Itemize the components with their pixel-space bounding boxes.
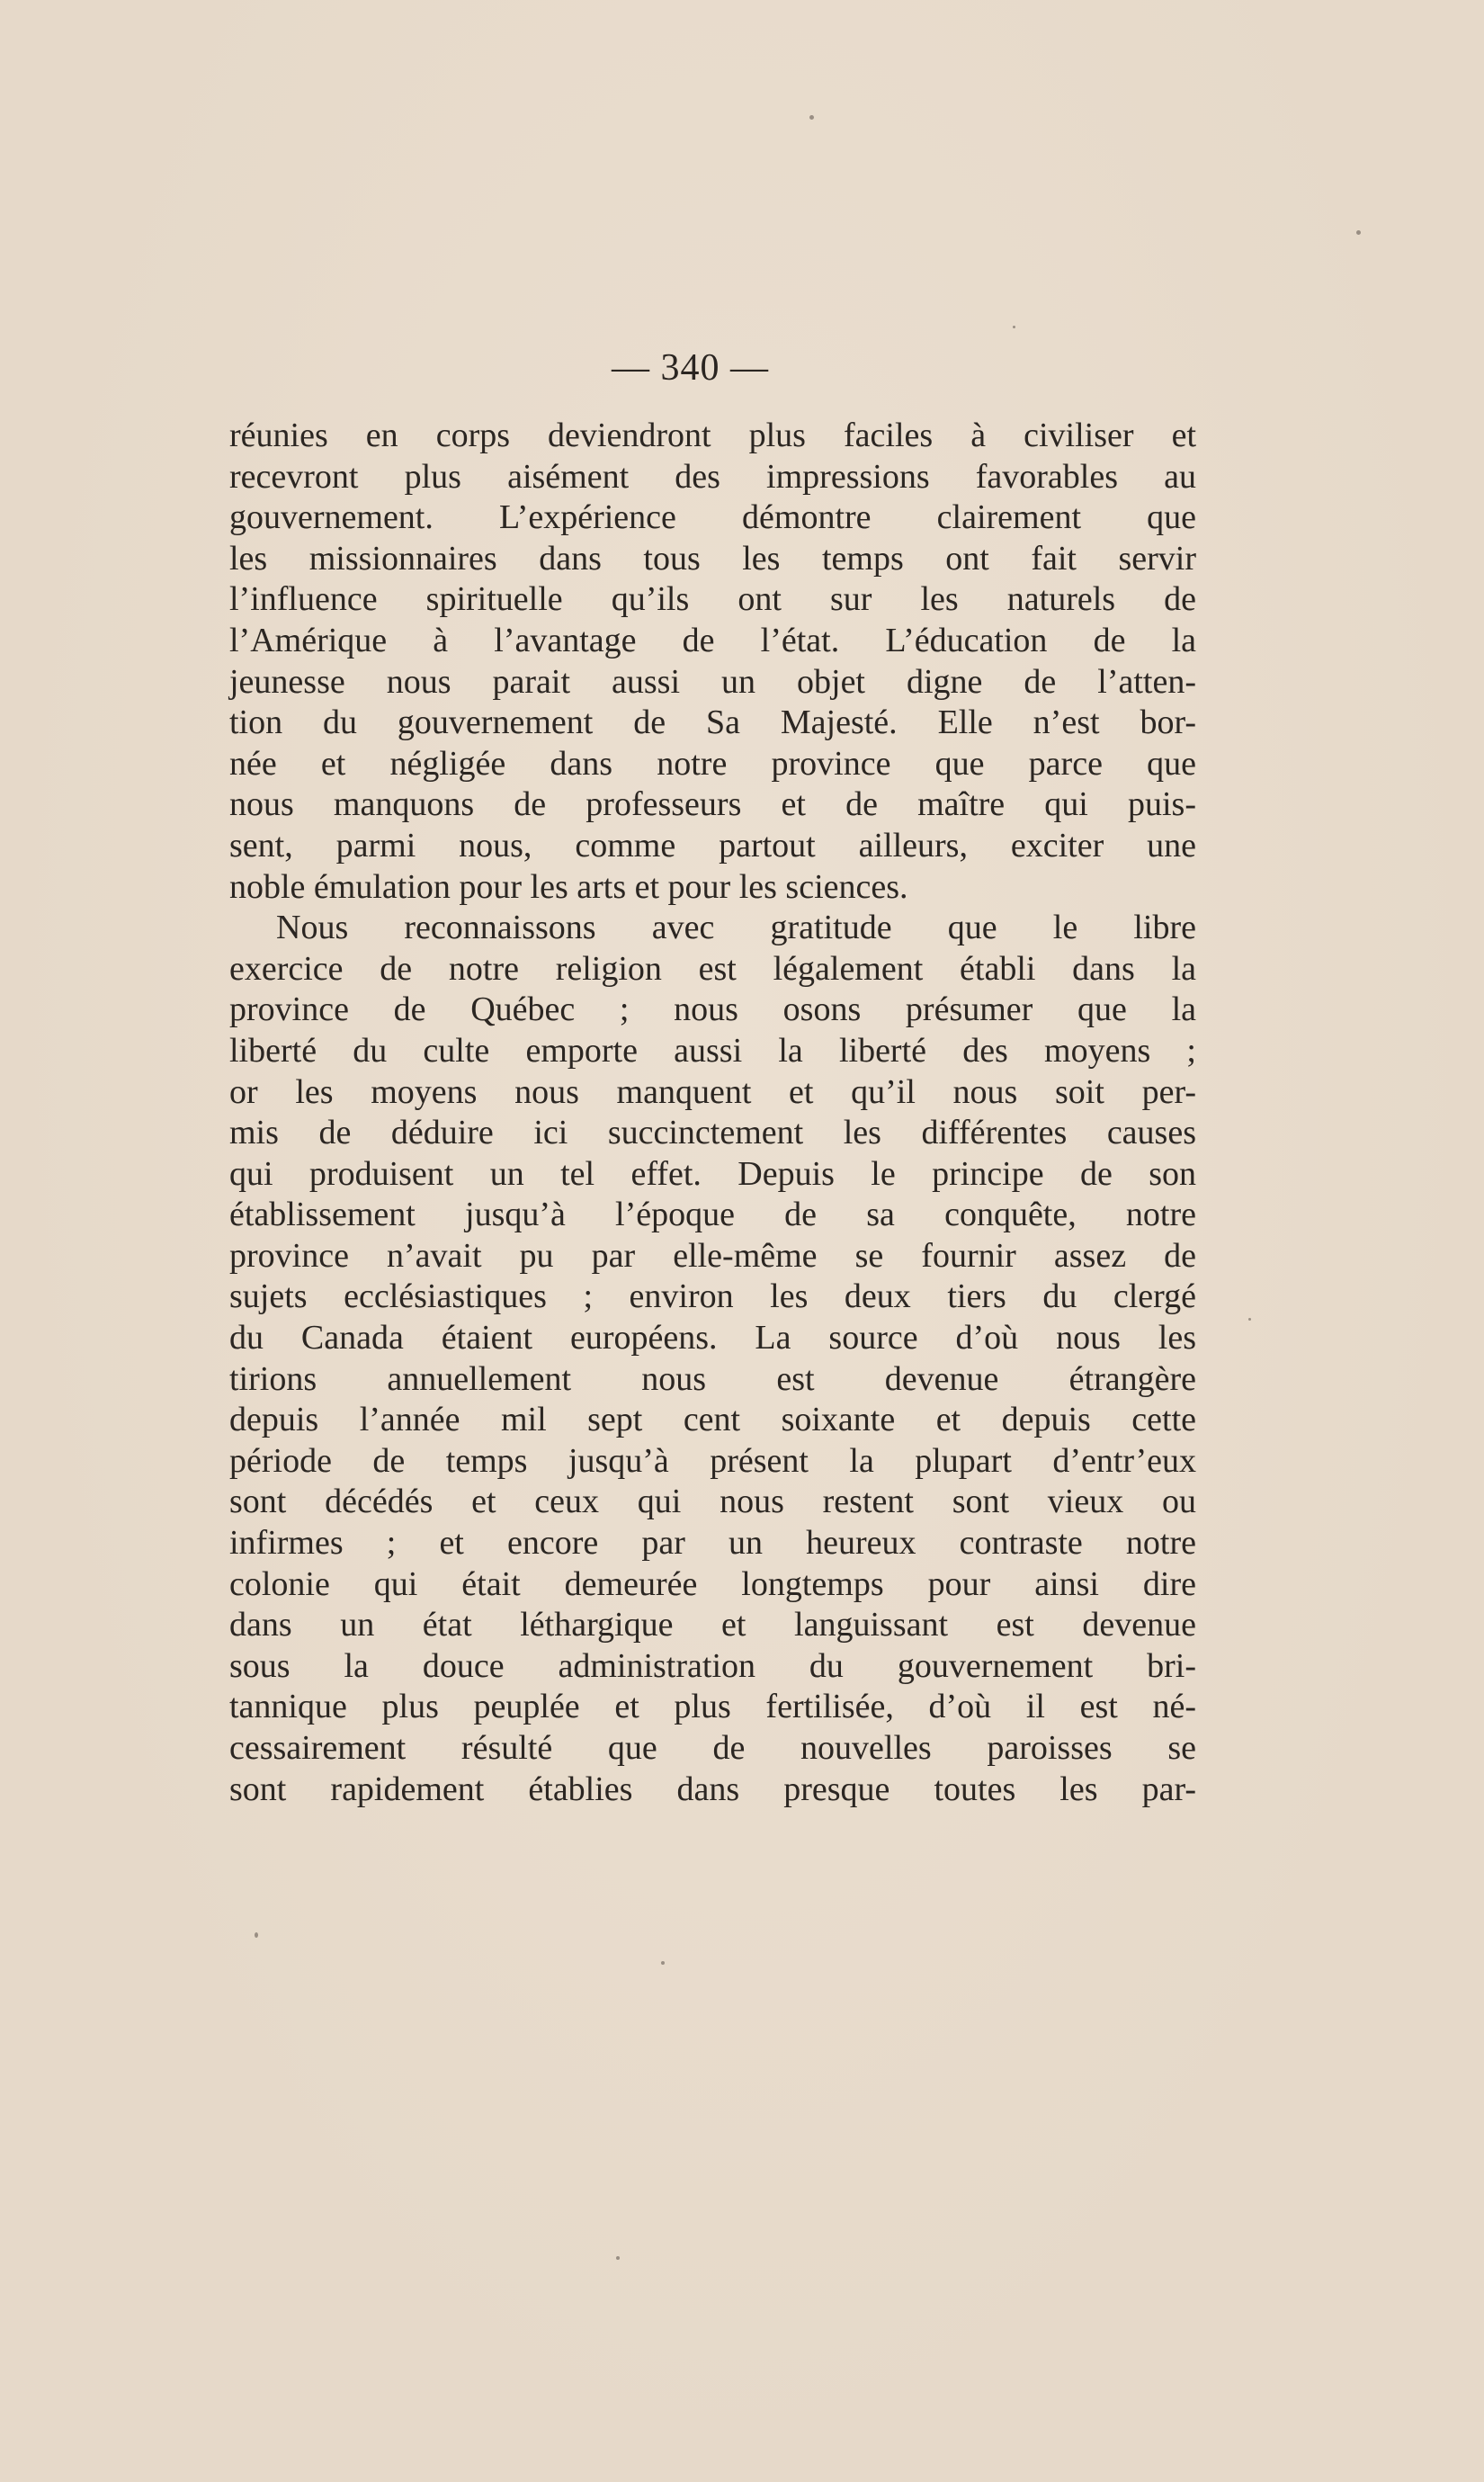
paper-speck [1013, 326, 1015, 328]
text-line: province n’avait pu par elle-même se fournir assez de [229, 1236, 1196, 1275]
text-line: du Canada étaient européens. La source d’où nous les [229, 1319, 1196, 1357]
text-line: sont rapidement établies dans presque toutes les par- [229, 1770, 1196, 1808]
paper-speck [1356, 230, 1361, 235]
text-line: née et négligée dans notre province que parce que [229, 744, 1196, 783]
text-line: cessairement résulté que de nouvelles paroisses se [229, 1729, 1196, 1767]
text-line: tannique plus peuplée et plus fertilisée, d’où il est né- [229, 1688, 1196, 1726]
paragraph-2 [229, 908, 1196, 1810]
text-line: période de temps jusqu’à présent la plupart d’entr’eux [229, 1441, 1196, 1480]
text-line: infirmes ; et encore par un heureux contraste notre [229, 1524, 1196, 1563]
text-line: dans un état léthargique et languissant est devenue [229, 1606, 1196, 1644]
text-line: province de Québec ; nous osons présumer que la [229, 990, 1196, 1029]
paragraph-1 [229, 416, 1196, 908]
text-line: réunies en corps deviendront plus faciles à civiliser et [229, 417, 1196, 454]
text-line: l’Amérique à l’avantage de l’état. L’éducation de la [229, 621, 1196, 659]
paper-speck [809, 115, 814, 120]
text-line: gouvernement. L’expérience démontre clairement que [229, 498, 1196, 537]
text-line: sujets ecclésiastiques ; environ les deux tiers du clergé [229, 1277, 1196, 1316]
text-line: depuis l’année mil sept cent soixante et depuis cette [229, 1401, 1196, 1439]
text-line: qui produisent un tel effet. Depuis le principe de son [229, 1154, 1196, 1193]
text-line: noble émulation pour les arts et pour les sciences. [229, 867, 908, 906]
paper-speck [616, 2256, 620, 2260]
text-line: mis de déduire ici succinctement les différentes causes [229, 1114, 1196, 1152]
text-line: or les moyens nous manquent et qu’il nous soit per- [229, 1072, 1196, 1111]
text-line: établissement jusqu’à l’époque de sa conquête, notre [229, 1196, 1196, 1234]
text-line: l’influence spirituelle qu’ils ont sur les naturels de [229, 580, 1196, 619]
text-line: jeunesse nous parait aussi un objet digne de l’atten- [229, 662, 1196, 701]
text-line: liberté du culte emporte aussi la liberté des moyens ; [229, 1031, 1196, 1070]
page-number: — 340 — [612, 347, 769, 389]
text-line: tirions annuellement nous est devenue étrangère [229, 1359, 1196, 1398]
text-line: sont décédés et ceux qui nous restent sont vieux ou [229, 1483, 1196, 1521]
text-line: colonie qui était demeurée longtemps pour ainsi dire [229, 1564, 1196, 1603]
text-line: tion du gouvernement de Sa Majesté. Elle n’est bor- [229, 703, 1196, 742]
paper-speck [661, 1961, 665, 1965]
text-line: Nous reconnaissons avec gratitude que le libre [276, 909, 1196, 947]
text-line: recevront plus aisément des impressions favorables au [229, 457, 1196, 496]
body-text [229, 416, 1196, 1810]
text-line: nous manquons de professeurs et de maître qui puis- [229, 785, 1196, 824]
text-line: exercice de notre religion est légalement établi dans la [229, 949, 1196, 988]
paper-speck [1248, 1318, 1251, 1321]
paper-speck [255, 1932, 258, 1938]
text-line: les missionnaires dans tous les temps ont fait servir [229, 539, 1196, 578]
text-line: sous la douce administration du gouvernement bri- [229, 1646, 1196, 1685]
text-line: sent, parmi nous, comme partout ailleurs, exciter une [229, 826, 1196, 865]
